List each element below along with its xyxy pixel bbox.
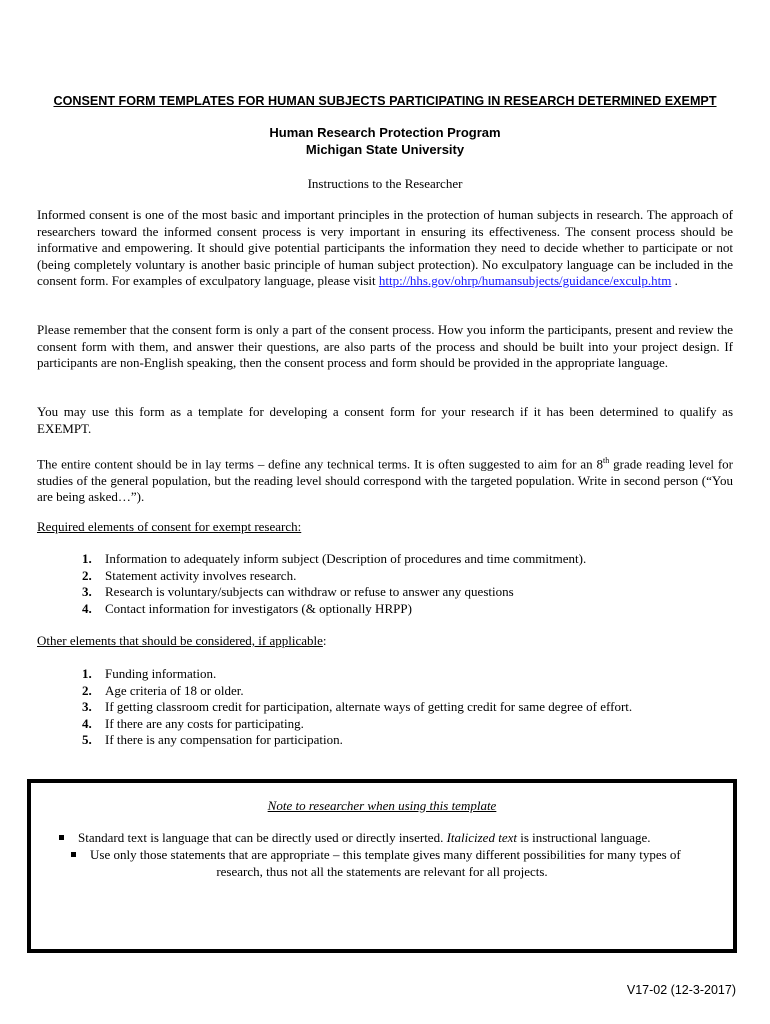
list-item	[82, 699, 742, 716]
list-item-text: If there is any compensation for participation.	[105, 732, 343, 747]
exculpatory-guidance-link[interactable]: http://hhs.gov/ohrp/humansubjects/guidance/exculp.htm	[378, 273, 672, 288]
list-item-number: 3.	[82, 584, 92, 599]
document-title: CONSENT FORM TEMPLATES FOR HUMAN SUBJECTS PARTICIPATING IN RESEARCH DETERMINED EXEMPT	[53, 94, 717, 108]
required-elements-list	[82, 551, 742, 617]
list-item	[82, 732, 742, 749]
list-item-number: 5.	[82, 732, 92, 747]
list-item-number: 4.	[82, 600, 92, 616]
list-item-number: 2.	[82, 682, 92, 698]
note-bullet-1-text-b: is instructional language.	[516, 830, 651, 845]
paragraph-text-part1: The entire content should be in lay terms – define any technical terms. It is often suggested to aim for an 8	[37, 456, 604, 472]
list-item-text: Funding information.	[105, 666, 217, 681]
list-item-text: Age criteria of 18 or older.	[105, 682, 244, 698]
heading-colon: :	[322, 633, 327, 648]
version-label: V17-02 (12-3-2017)	[626, 983, 736, 997]
list-item	[82, 601, 742, 618]
paragraph-informed-consent	[37, 207, 733, 290]
ordinal-suffix: th	[603, 456, 610, 465]
list-item-text: Research is voluntary/subjects can withdraw or refuse to answer any questions	[105, 584, 514, 599]
note-bullet-1	[59, 830, 651, 846]
list-item-text: Information to adequately inform subject (Description of procedures and time commitment).	[105, 551, 587, 566]
paragraph-template-use: You may use this form as a template for developing a consent form for your research if it has been determined to qualify as EXEMPT.	[37, 404, 733, 436]
other-elements-heading-wrap	[37, 633, 327, 649]
list-item	[82, 551, 742, 568]
list-item	[82, 568, 742, 585]
paragraph-text: Informed consent is one of the most basic and important principles in the protection of human subjects in research. The approach of researchers toward the informed consent process is very important in ensuring its effectiveness. The consent process should be informative and empowering. It should give potential participants the information they need to decide whether to participate or not (being completely voluntary is another basic principle of human subject protection). No exculpatory language can be included in the consent form. For examples of exculpatory language, please visit	[37, 207, 733, 288]
list-item	[82, 683, 742, 700]
note-bullet-2-line1: Use only those statements that are appropriate – this template gives many different possibilities for many types of	[90, 847, 681, 862]
note-bullet-2	[71, 847, 681, 863]
list-item-text: Statement activity involves research.	[105, 567, 297, 583]
square-bullet-icon	[71, 852, 76, 857]
paragraph-consent-process: Please remember that the consent form is only a part of the consent process. How you inform the participants, present and review the consent form with them, and answer their questions, are also parts of the process and should be built into your project design. If participants are non-English speaking, then the consent process and form should be provided in the appropriate language.	[37, 322, 733, 370]
other-elements-heading: Other elements that should be considered, if applicable	[37, 633, 323, 648]
note-title: Note to researcher when using this template	[267, 798, 497, 813]
list-item-text: If there are any costs for participating.	[105, 715, 304, 731]
list-item-number: 3.	[82, 699, 92, 714]
list-item-number: 1.	[82, 551, 92, 566]
note-bullet-1-italic: Italicized text	[446, 830, 517, 845]
note-bullet-2-continuation: research, thus not all the statements are relevant for all projects.	[216, 864, 548, 879]
square-bullet-icon	[59, 835, 64, 840]
list-item-number: 1.	[82, 666, 92, 681]
list-item-text: Contact information for investigators (& optionally HRPP)	[105, 600, 412, 616]
list-item-number: 2.	[82, 567, 92, 583]
org-university-name: Michigan State University	[305, 142, 465, 157]
list-item-number: 4.	[82, 715, 92, 731]
org-program-name: Human Research Protection Program	[269, 125, 501, 140]
other-elements-list	[82, 666, 742, 749]
list-item-text: If getting classroom credit for participation, alternate ways of getting credit for same degree of effort.	[105, 699, 633, 714]
note-bullet-1-text-a: Standard text is language that can be directly used or directly inserted.	[78, 830, 447, 845]
required-elements-heading: Required elements of consent for exempt research:	[37, 519, 302, 534]
paragraph-lay-terms	[37, 453, 733, 506]
list-item	[82, 716, 742, 733]
paragraph-end: .	[671, 273, 678, 288]
section-title: Instructions to the Researcher	[307, 176, 463, 191]
paragraph-text-part2: grade reading level for studies of the general population, but the reading level should correspond with the targeted population. Write in second person (“You are being asked…”).	[37, 456, 733, 505]
researcher-note-box	[27, 779, 737, 953]
list-item	[82, 666, 742, 683]
list-item	[82, 584, 742, 601]
